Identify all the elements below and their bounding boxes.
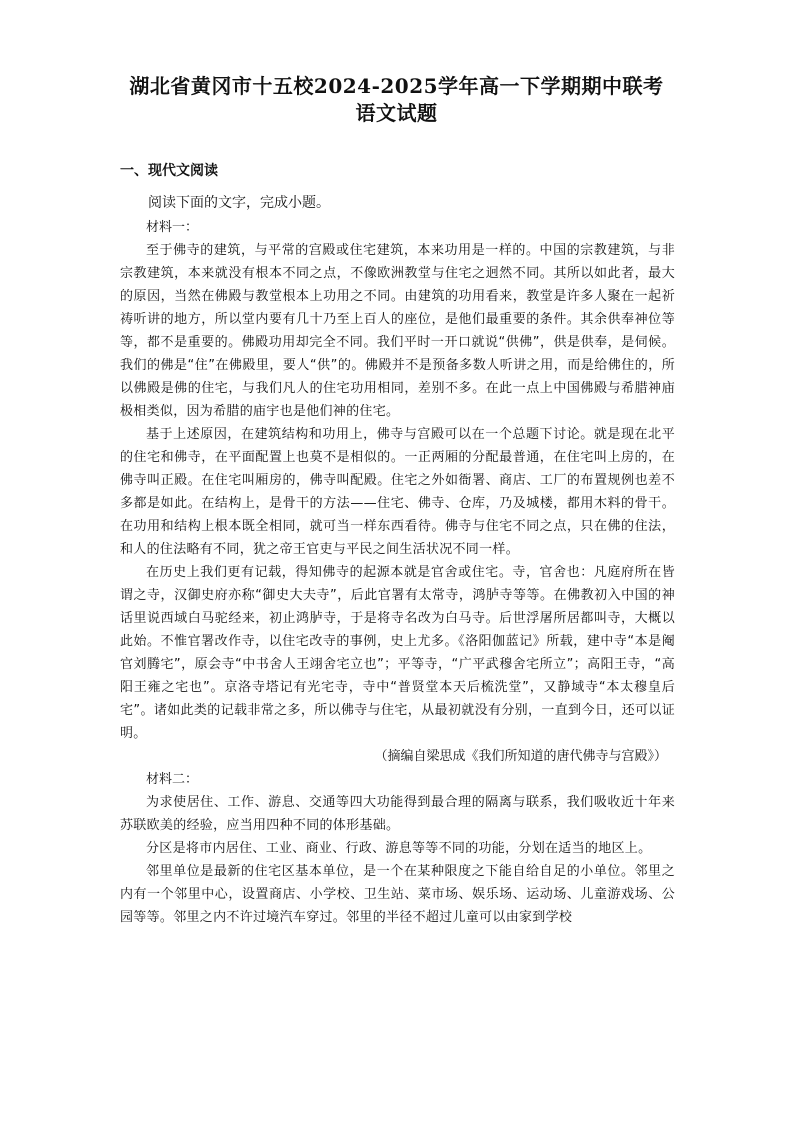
material-1-source: （摘编自梁思成《我们所知道的唐代佛寺与宫殿》） <box>374 749 667 764</box>
material-1-label: 材料一： <box>146 220 199 235</box>
material-1-paragraph-1: 至于佛寺的建筑，与平常的宫殿或住宅建筑，本来功用是一样的。中国的宗教建筑，与非宗教建筑，本来就没有根本不同之点，不像欧洲教堂与住宅之迥然不同。其所以如此者，最大的原因，当然在佛殿与教堂根本上功用之不同。由建筑的功用看来，教堂是许多人聚在一起祈祷听讲的地方，所以堂内要有几十乃至上百人的座位，是他们最重要的条件。其余供奉神位等等，都不是重要的。佛殿功用却完全不同。我们平时一开口就说“供佛”，供是供奉，是伺候。我们的佛是“住”在佛殿里，要人“供”的。佛殿并不是预备多数人听讲之用，而是给佛住的，所以佛殿是佛的住宅，与我们凡人的住宅功用相同，差别不多。在此一点上中国佛殿与希腊神庙极相类似，因为希腊的庙宇也是他们神的住宅。 <box>120 243 675 419</box>
document-body <box>120 190 675 929</box>
section-heading: 一、现代文阅读 <box>120 163 218 179</box>
material-2-paragraph-3: 邻里单位是最新的住宅区基本单位，是一个在某种限度之下能自给自足的小单位。邻里之内有一个邻里中心，设置商店、小学校、卫生站、菜市场、娱乐场、运动场、儿童游戏场、公园等等。邻里之内不许过境汽车穿过。邻里的半径不超过儿童可以由家到学校 <box>120 864 675 925</box>
document-title: 湖北省黄冈市十五校2024-2025学年高一下学期期中联考 <box>129 74 664 98</box>
material-2-label: 材料二： <box>146 772 199 787</box>
instruction-text: 阅读下面的文字，完成小题。 <box>148 195 330 211</box>
material-1-paragraph-2: 基于上述原因，在建筑结构和功用上，佛寺与宫殿可以在一个总题下讨论。就是现在北平的住宅和佛寺，在平面配置上也莫不是相似的。一正两厢的分配最普通，在住宅叫上房的，在佛寺叫正殿。在住宅叫厢房的，佛寺叫配殿。住宅之外如衙署、商店、工厂的布置规例也差不多都是如此。在结构上，是骨干的方法——住宅、佛寺、仓库，乃及城楼，都用木料的骨干。在功用和结构上根本既全相同，就可当一样东西看待。佛寺与住宅不同之点，只在佛的住法，和人的住法略有不同，犹之帝王官吏与平民之间生活状况不同一样。 <box>120 427 675 557</box>
material-2-paragraph-2: 分区是将市内居住、工业、商业、行政、游息等等不同的功能，分划在适当的地区上。 <box>146 841 652 856</box>
material-1-paragraph-3: 在历史上我们更有记载，得知佛寺的起源本就是官舍或住宅。寺，官舍也：凡庭府所在皆谓之寺，汉御史府亦称“御史大夫寺”，后此官署有太常寺，鸿胪寺等等。在佛教初入中国的神话里说西域白马驼经来，初止鸿胪寺，于是将寺名改为白马寺。后世浮屠所居都叫寺，大概以此始。不惟官署改作寺，以住宅改寺的事例，史上尤多。《洛阳伽蓝记》所载，建中寺“本是阉官刘腾宅”，原会寺“中书舍人王翊舍宅立也”；平等寺，“广平武穆舍宅所立”；高阳王寺，“高阳王雍之宅也”。京洛寺塔记有光宅寺，寺中“普贤堂本天后梳洗堂”，又静域寺“本太穆皇后宅”。诸如此类的记载非常之多，所以佛寺与住宅，从最初就没有分别，一直到今日，还可以证明。 <box>120 565 675 741</box>
material-2-paragraph-1: 为求使居住、工作、游息、交通等四大功能得到最合理的隔离与联系，我们吸收近十年来苏联欧美的经验，应当用四种不同的体形基础。 <box>120 795 675 833</box>
document-subtitle: 语文试题 <box>355 101 438 125</box>
